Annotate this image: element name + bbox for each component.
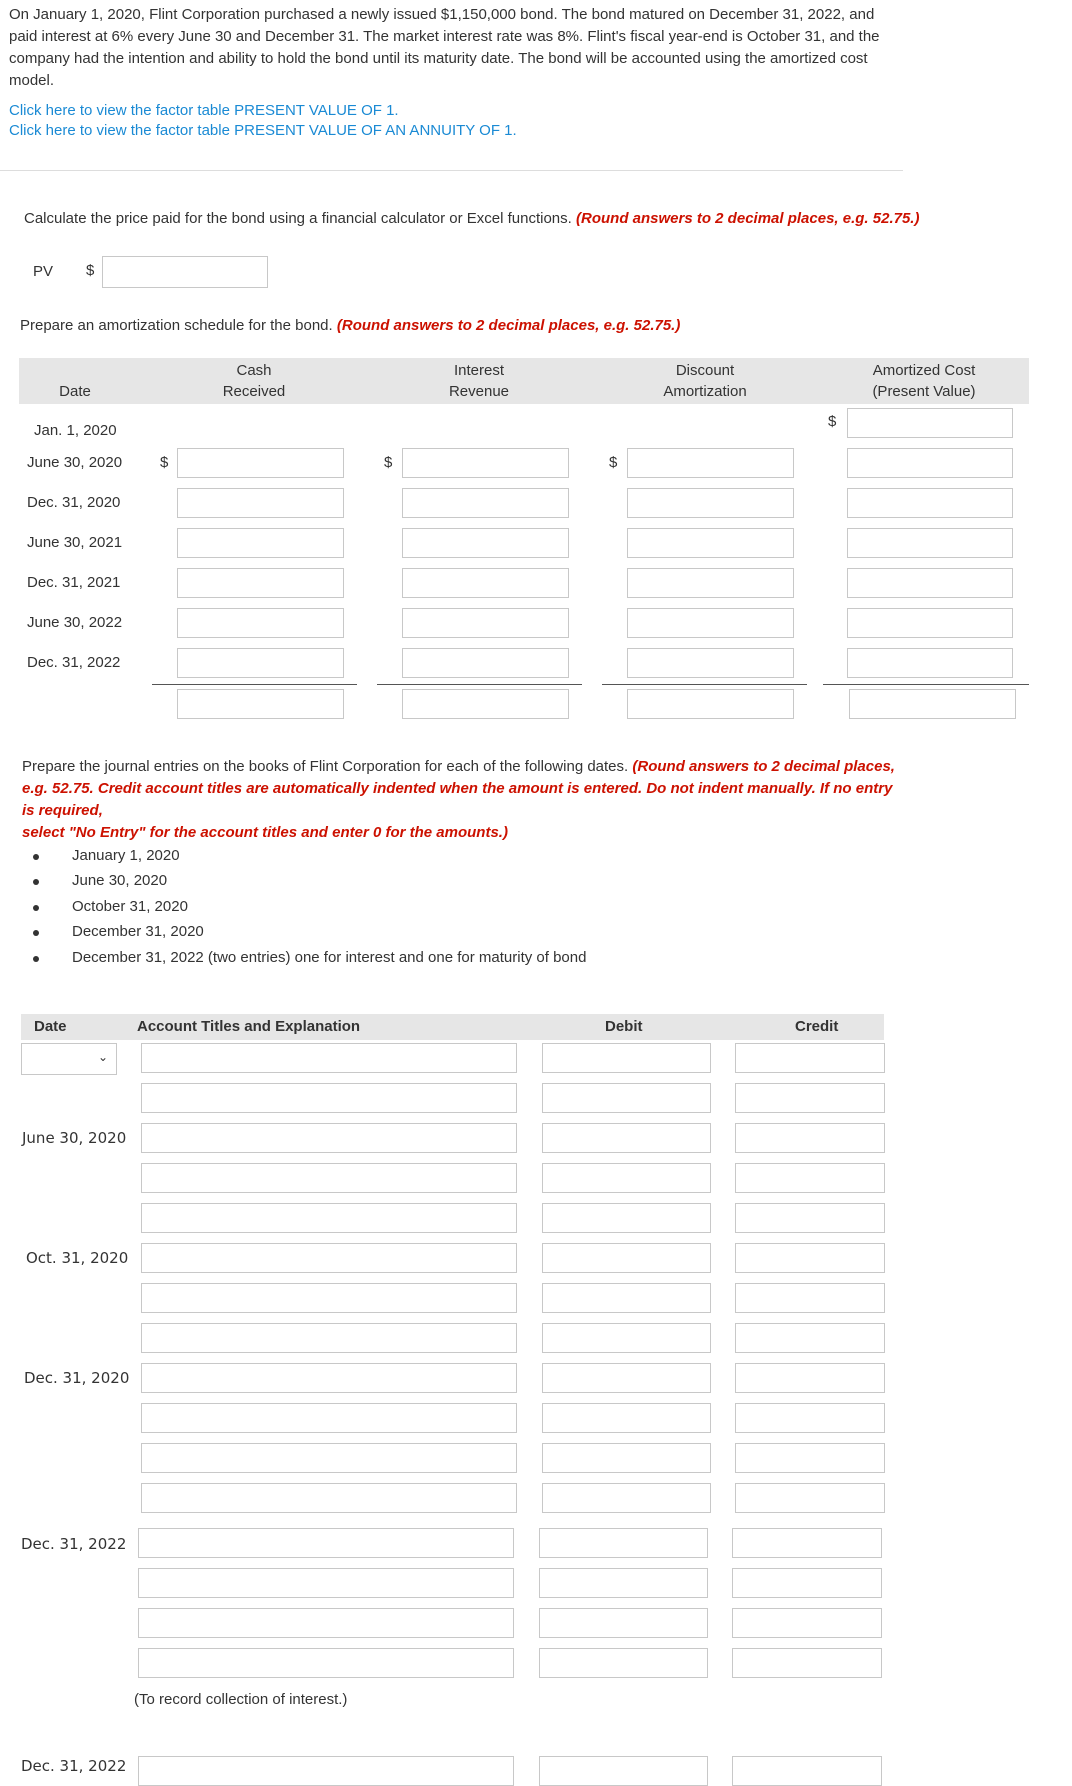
row-date-label: Dec. 31, 2021: [27, 574, 121, 591]
problem-line: On January 1, 2020, Flint Corporation purchased a newly issued $1,150,000 bond. The bond matured on December 31, 2022, and: [9, 6, 875, 23]
bullet-dot: [33, 905, 39, 911]
cash-received-input[interactable]: [177, 568, 344, 598]
credit-input[interactable]: [735, 1483, 885, 1513]
journal-date-label: Dec. 31, 2020: [24, 1369, 130, 1387]
total-cash-input[interactable]: [177, 689, 344, 719]
credit-input[interactable]: [735, 1083, 885, 1113]
account-title-input[interactable]: [141, 1043, 517, 1073]
interest-revenue-input[interactable]: [402, 568, 569, 598]
pv-input[interactable]: [102, 256, 268, 288]
bullet-item: June 30, 2020: [72, 872, 168, 889]
bullet-dot: [33, 879, 39, 885]
col-interest-header-1: Interest: [453, 362, 505, 379]
account-title-input[interactable]: [141, 1123, 517, 1153]
pv-currency: $: [86, 262, 95, 279]
bullet-item: January 1, 2020: [72, 847, 180, 864]
account-title-input[interactable]: [138, 1608, 514, 1638]
debit-input[interactable]: [542, 1283, 711, 1313]
problem-line: paid interest at 6% every June 30 and December 31. The market interest rate was 8%. Flint's fiscal year-end is October 31, and the: [9, 28, 880, 45]
bullet-dot: [33, 930, 39, 936]
journal-instruction-text: Prepare the journal entries on the books of Flint Corporation for each of the following dates.: [22, 758, 629, 775]
journal-credit-header: Credit: [795, 1018, 839, 1035]
bullet-item: October 31, 2020: [72, 898, 188, 915]
account-title-input[interactable]: [141, 1323, 517, 1353]
interest-currency: $: [384, 454, 393, 471]
debit-input[interactable]: [539, 1568, 708, 1598]
bullet-item: December 31, 2022 (two entries) one for interest and one for maturity of bond: [72, 949, 587, 966]
discount-amortization-input[interactable]: [627, 448, 794, 478]
journal-note: select "No Entry" for the account titles and enter 0 for the amounts.): [22, 824, 508, 841]
interest-revenue-input[interactable]: [402, 648, 569, 678]
total-rule: [152, 684, 357, 685]
total-rule: [377, 684, 582, 685]
row-date-label: June 30, 2021: [27, 534, 123, 551]
account-title-input[interactable]: [138, 1568, 514, 1598]
schedule-instruction: [20, 315, 680, 337]
account-title-input[interactable]: [141, 1283, 517, 1313]
account-title-input[interactable]: [138, 1648, 514, 1678]
col-cash-header-2: Received: [222, 383, 286, 400]
amortized-cost-input[interactable]: [847, 448, 1013, 478]
account-title-input[interactable]: [138, 1756, 514, 1786]
row-date-label: June 30, 2022: [27, 614, 123, 631]
journal-account-header: Account Titles and Explanation: [137, 1018, 361, 1035]
schedule-round-note: (Round answers to 2 decimal places, e.g. 52.75.): [336, 317, 681, 334]
account-title-input[interactable]: [141, 1163, 517, 1193]
credit-input[interactable]: [735, 1443, 885, 1473]
debit-input[interactable]: [542, 1403, 711, 1433]
pva-table-link[interactable]: Click here to view the factor table PRESENT VALUE OF AN ANNUITY OF 1.: [9, 122, 517, 139]
debit-input[interactable]: [542, 1083, 711, 1113]
calc-round-note: (Round answers to 2 decimal places, e.g. 52.75.): [576, 210, 920, 227]
discount-amortization-input[interactable]: [627, 528, 794, 558]
col-amortized-header-2: (Present Value): [872, 383, 976, 400]
credit-input[interactable]: [735, 1043, 885, 1073]
bullet-dot: [33, 854, 39, 860]
debit-input[interactable]: [542, 1443, 711, 1473]
calc-instruction-text: Calculate the price paid for the bond using a financial calculator or Excel functions.: [24, 210, 572, 227]
debit-input[interactable]: [539, 1648, 708, 1678]
col-discount-header-2: Amortization: [663, 383, 747, 400]
cash-received-input[interactable]: [177, 488, 344, 518]
col-discount-header-1: Discount: [675, 362, 735, 379]
amortized-cost-input[interactable]: [847, 408, 1013, 438]
col-interest-header-2: Revenue: [448, 383, 510, 400]
interest-revenue-input[interactable]: [402, 608, 569, 638]
debit-input[interactable]: [542, 1243, 711, 1273]
interest-revenue-input[interactable]: [402, 488, 569, 518]
col-amortized-header-1: Amortized Cost: [872, 362, 976, 379]
total-discount-input[interactable]: [627, 689, 794, 719]
debit-input[interactable]: [542, 1043, 711, 1073]
debit-input[interactable]: [542, 1203, 711, 1233]
pv-label: PV: [33, 263, 54, 280]
credit-input[interactable]: [735, 1323, 885, 1353]
journal-date-label: Dec. 31, 2022: [21, 1757, 127, 1775]
credit-input[interactable]: [732, 1528, 882, 1558]
row-date-label: Dec. 31, 2022: [27, 654, 121, 671]
cash-currency: $: [160, 454, 169, 471]
journal-date-label: Dec. 31, 2022: [21, 1535, 127, 1553]
journal-note: e.g. 52.75. Credit account titles are automatically indented when the amount is entered. Do not indent manually. If no entry is required,: [22, 780, 893, 819]
cash-received-input[interactable]: [177, 448, 344, 478]
journal-note: (Round answers to 2 decimal places,: [632, 758, 895, 775]
journal-date-label: June 30, 2020: [22, 1129, 127, 1147]
discount-amortization-input[interactable]: [627, 648, 794, 678]
row-date-label: June 30, 2020: [27, 454, 123, 471]
total-amortized-input[interactable]: [849, 689, 1016, 719]
amortized-cost-input[interactable]: [847, 608, 1013, 638]
cash-received-input[interactable]: [177, 608, 344, 638]
calc-instruction: [24, 208, 919, 230]
journal-debit-header: Debit: [605, 1018, 643, 1035]
schedule-instruction-text: Prepare an amortization schedule for the bond.: [20, 317, 333, 334]
debit-input[interactable]: [539, 1756, 708, 1786]
bullet-item: December 31, 2020: [72, 923, 204, 940]
debit-input[interactable]: [542, 1163, 711, 1193]
journal-instruction-line: [22, 756, 902, 778]
credit-input[interactable]: [735, 1243, 885, 1273]
journal-date-header: Date: [34, 1018, 67, 1035]
row-date-label: Jan. 1, 2020: [34, 422, 117, 439]
debit-input[interactable]: [542, 1363, 711, 1393]
col-date-header: Date: [59, 383, 91, 400]
account-title-input[interactable]: [141, 1443, 517, 1473]
credit-input[interactable]: [732, 1608, 882, 1638]
pv1-table-link[interactable]: Click here to view the factor table PRESENT VALUE OF 1.: [9, 102, 399, 119]
interest-revenue-input[interactable]: [402, 448, 569, 478]
amortized-cost-input[interactable]: [847, 488, 1013, 518]
credit-input[interactable]: [735, 1363, 885, 1393]
total-interest-input[interactable]: [402, 689, 569, 719]
credit-input[interactable]: [735, 1403, 885, 1433]
credit-input[interactable]: [735, 1283, 885, 1313]
discount-currency: $: [609, 454, 618, 471]
chevron-down-icon: ⌄: [97, 1050, 108, 1064]
debit-input[interactable]: [542, 1323, 711, 1353]
account-title-input[interactable]: [141, 1203, 517, 1233]
amortized-cost-input[interactable]: [847, 648, 1013, 678]
row-date-label: Dec. 31, 2020: [27, 494, 121, 511]
date-select[interactable]: [21, 1043, 117, 1075]
amortized-cost-input[interactable]: [847, 568, 1013, 598]
amortized-currency: $: [828, 413, 837, 430]
discount-amortization-input[interactable]: [627, 568, 794, 598]
credit-input[interactable]: [735, 1123, 885, 1153]
debit-input[interactable]: [542, 1483, 711, 1513]
total-rule: [823, 684, 1029, 685]
problem-line: model.: [9, 72, 55, 89]
account-title-input[interactable]: [138, 1528, 514, 1558]
amortized-cost-input[interactable]: [847, 528, 1013, 558]
col-cash-header-1: Cash: [236, 362, 272, 379]
account-title-input[interactable]: [141, 1083, 517, 1113]
cash-received-input[interactable]: [177, 648, 344, 678]
credit-input[interactable]: [735, 1163, 885, 1193]
credit-input[interactable]: [735, 1203, 885, 1233]
account-title-input[interactable]: [141, 1483, 517, 1513]
divider: [0, 170, 903, 171]
entry-memo: (To record collection of interest.): [134, 1691, 348, 1708]
interest-revenue-input[interactable]: [402, 528, 569, 558]
discount-amortization-input[interactable]: [627, 608, 794, 638]
credit-input[interactable]: [732, 1648, 882, 1678]
cash-received-input[interactable]: [177, 528, 344, 558]
total-rule: [602, 684, 807, 685]
debit-input[interactable]: [539, 1608, 708, 1638]
credit-input[interactable]: [732, 1568, 882, 1598]
journal-instruction: [22, 756, 902, 844]
bullet-dot: [33, 956, 39, 962]
journal-date-label: Oct. 31, 2020: [26, 1249, 129, 1267]
account-title-input[interactable]: [141, 1363, 517, 1393]
problem-line: company had the intention and ability to hold the bond until its maturity date. The bond will be accounted using the amortized cost: [9, 50, 868, 67]
credit-input[interactable]: [732, 1756, 882, 1786]
discount-amortization-input[interactable]: [627, 488, 794, 518]
problem-text: [9, 4, 880, 92]
debit-input[interactable]: [539, 1528, 708, 1558]
debit-input[interactable]: [542, 1123, 711, 1153]
account-title-input[interactable]: [141, 1243, 517, 1273]
account-title-input[interactable]: [141, 1403, 517, 1433]
